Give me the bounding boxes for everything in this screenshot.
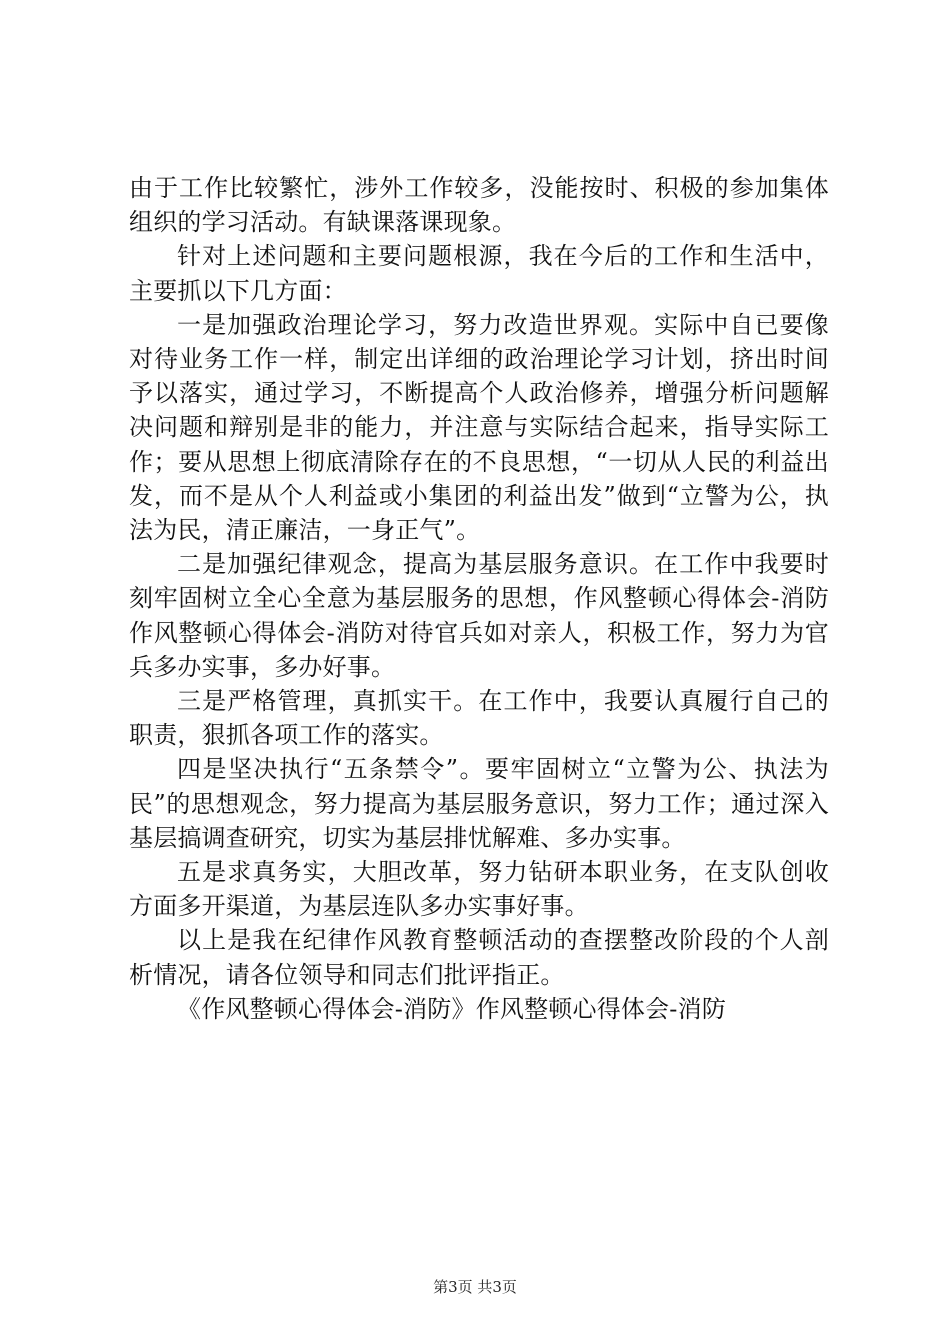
paragraph-5: 三是严格管理，真抓实干。在工作中，我要认真履行自己的职责，狠抓各项工作的落实。: [129, 687, 829, 750]
document-body: [129, 171, 829, 1026]
paragraph-1: 由于工作比较繁忙，涉外工作较多，没能按时、积极的参加集体组织的学习活动。有缺课落课现象。: [129, 174, 829, 237]
paragraph-2: 针对上述问题和主要问题根源，我在今后的工作和生活中，主要抓以下几方面：: [129, 242, 829, 305]
paragraph-9: 《作风整顿心得体会-消防》作风整顿心得体会-消防: [177, 994, 727, 1023]
page-number-footer: 第3页 共3页: [433, 1278, 517, 1296]
paragraph-3: 一是加强政治理论学习，努力改造世界观。实际中自已要像对待业务工作一样，制定出详细的政治理论学习计划，挤出时间予以落实，通过学习，不断提高个人政治修养，增强分析问题解决问题和辩别是非的能力，并注意与实际结合起来，指导实际工作；要从思想上彻底清除存在的不良思想，“一切从人民的利益出发，而不是从个人利益或小集团的利益出发”做到“立警为公，执法为民，清正廉洁，一身正气”。: [129, 310, 829, 545]
paragraph-4: 二是加强纪律观念，提高为基层服务意识。在工作中我要时刻牢固树立全心全意为基层服务的思想，作风整顿心得体会-消防作风整顿心得体会-消防对待官兵如对亲人，积极工作，努力为官兵多办实事，多办好事。: [129, 550, 829, 681]
paragraph-7: 五是求真务实，大胆改革，努力钻研本职业务，在支队创收方面多开渠道，为基层连队多办实事好事。: [129, 858, 829, 921]
paragraph-8: 以上是我在纪律作风教育整顿活动的查摆整改阶段的个人剖析情况，请各位领导和同志们批评指正。: [129, 926, 829, 989]
paragraph-6: 四是坚决执行“五条禁令”。要牢固树立“立警为公、执法为民”的思想观念，努力提高为基层服务意识，努力工作；通过深入基层搞调查研究，切实为基层排忧解难、多办实事。: [129, 755, 829, 852]
